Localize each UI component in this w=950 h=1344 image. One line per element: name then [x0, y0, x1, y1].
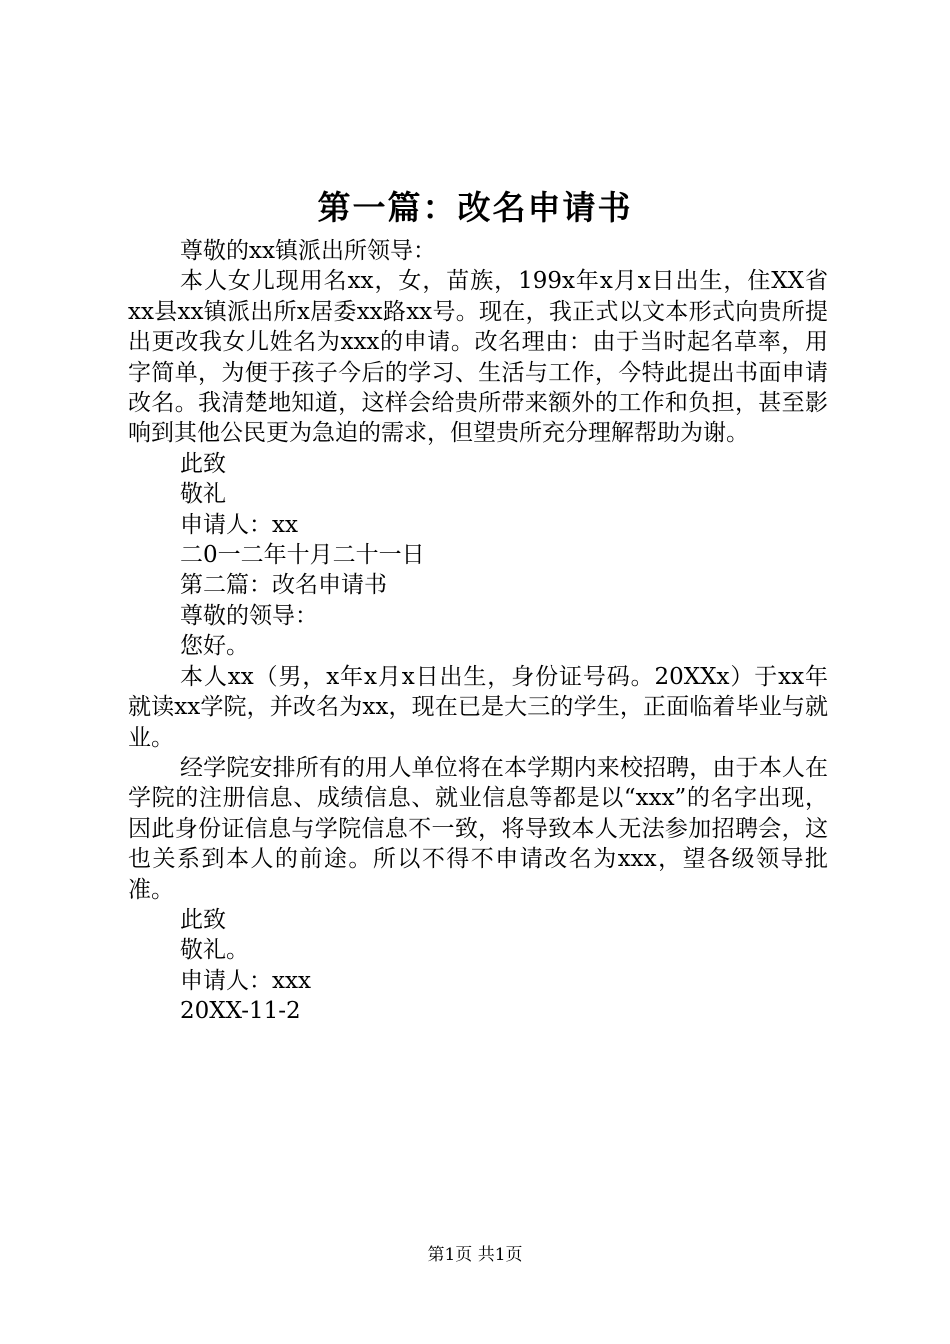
applicant-signature: 申请人：xx	[180, 511, 298, 538]
body-paragraph: 本人xx（男，x年x月x日出生，身份证号码。20XXx）于xx年就读xx学院，并改名为xx，现在已是大三的学生，正面临着毕业与就业。	[128, 663, 828, 751]
closing-line: 此致	[180, 906, 226, 933]
closing-line: 敬礼。	[180, 937, 249, 964]
body-paragraph: 经学院安排所有的用人单位将在本学期内来校招聘，由于本人在学院的注册信息、成绩信息、就业信息等都是以“xxx”的名字出现，因此身份证信息与学院信息不一致，将导致本人无法参加招聘会，这也关系到本人的前途。所以不得不申请改名为xxx，望各级领导批准。	[128, 754, 828, 903]
closing-line: 敬礼	[180, 481, 226, 508]
document-body	[128, 236, 828, 1027]
closing-line: 此致	[180, 450, 226, 477]
document-title: 第一篇：改名申请书	[317, 188, 633, 227]
salutation: 尊敬的领导：	[180, 602, 318, 629]
applicant-signature: 申请人：xxx	[180, 967, 311, 994]
date-line: 二0一二年十月二十一日	[180, 542, 425, 569]
date-line: 20XX-11-2	[180, 998, 301, 1025]
section-heading: 第二篇：改名申请书	[180, 572, 387, 599]
body-paragraph: 本人女儿现用名xx，女，苗族，199x年x月x日出生，住XX省xx县xx镇派出所x居委xx路xx号。现在，我正式以文本形式向贵所提出更改我女儿姓名为xxx的申请。改名理由：由于当时起名草率，用字简单，为便于孩子今后的学习、生活与工作，今特此提出书面申请改名。我清楚地知道，这样会给贵所带来额外的工作和负担，甚至影响到其他公民更为急迫的需求，但望贵所充分理解帮助为谢。	[128, 268, 828, 447]
page-footer: 第1页 共1页	[427, 1245, 523, 1265]
salutation: 尊敬的xx镇派出所领导：	[180, 238, 436, 264]
greeting: 您好。	[180, 633, 249, 660]
